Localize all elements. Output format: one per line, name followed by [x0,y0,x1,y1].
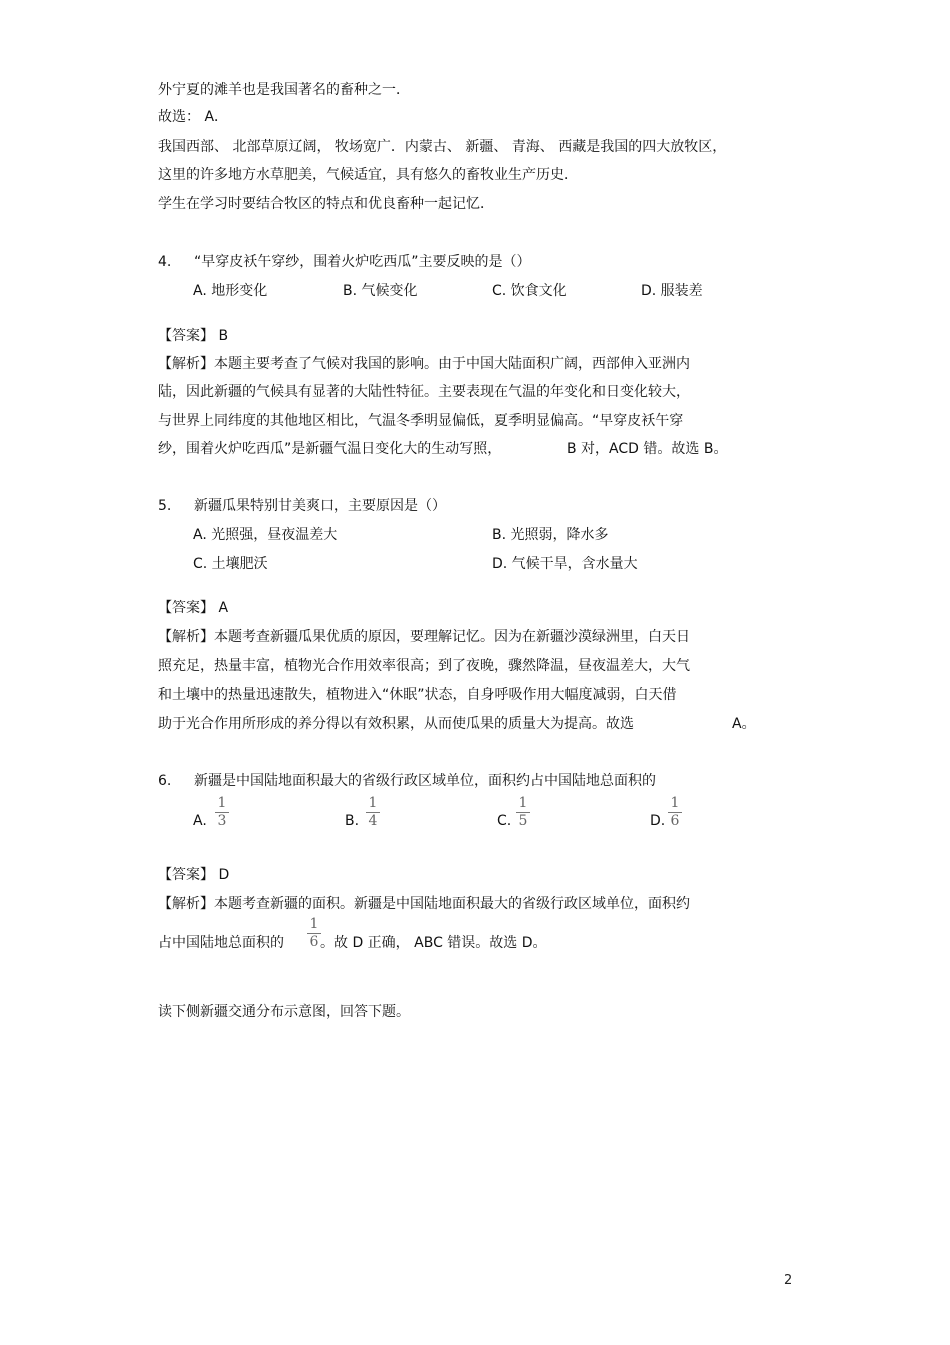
q5-option-b: B. 光照弱，降水多 [492,527,609,543]
fraction-denominator: 6 [309,934,319,950]
q6-analysis-line-2-pre: 占中国陆地总面积的 [158,935,284,951]
q6-analysis-fraction [307,917,321,950]
fraction-numerator: 1 [518,795,528,811]
q5-answer: 【答案】 A [158,600,229,616]
q5-number: 5. [158,498,172,514]
intro-line-4: 这里的许多地方水草肥美，气候适宜，具有悠久的畜牧业生产历史． [158,167,578,183]
q6-option-d-label: D. [650,813,666,829]
q6-option-a-label: A. [193,813,207,829]
q6-option-c-fraction [516,796,530,829]
q5-analysis-line-3: 和土壤中的热量迅速散失，植物进入“休眠”状态，自身呼吸作用大幅度减弱，白天借 [158,687,677,703]
intro-line-2: 故选： A． [158,109,229,125]
q5-analysis-line-1: 【解析】本题考查新疆瓜果优质的原因，要理解记忆。因为在新疆沙漠绿洲里，白天日 [158,629,690,645]
q6-option-c-label: C. [497,813,512,829]
fraction-denominator: 4 [368,813,378,829]
q5-analysis-line-2: 照充足，热量丰富，植物光合作用效率很高；到了夜晚，骤然降温，昼夜温差大，大气 [158,658,690,674]
q4-analysis-line-3: 与世界上同纬度的其他地区相比，气温冬季明显偏低，夏季明显偏高。“早穿皮袄午穿 [158,413,684,429]
q4-number: 4. [158,254,172,270]
q4-option-a: A. 地形变化 [193,283,268,299]
q4-option-c: C. 饮食文化 [492,283,567,299]
q6-option-b-fraction [366,796,380,829]
q4-option-b: B. 气候变化 [343,283,418,299]
q5-option-d: D. 气候干旱，含水量大 [492,556,638,572]
q5-stem: 新疆瓜果特别甘美爽口，主要原因是（） [194,498,446,514]
fraction-numerator: 1 [309,916,319,932]
q4-option-d: D. 服装差 [641,283,703,299]
q6-answer: 【答案】 D [158,867,230,883]
fraction-denominator: 6 [670,813,680,829]
page-number: 2 [784,1273,793,1288]
closing-instruction: 读下侧新疆交通分布示意图，回答下题。 [158,1004,410,1020]
q6-stem: 新疆是中国陆地面积最大的省级行政区域单位，面积约占中国陆地总面积的 [194,773,656,789]
q5-analysis-line-4: 助于光合作用所形成的养分得以有效积累，从而使瓜果的质量大为提高。故选 [158,716,634,732]
fraction-denominator: 5 [518,813,528,829]
q4-analysis-tail: B 对，ACD 错。故选 B。 [567,441,728,457]
intro-line-5: 学生在学习时要结合牧区的特点和优良畜种一起记忆． [158,196,494,212]
q5-analysis-tail: A。 [732,716,756,732]
q6-number: 6. [158,773,172,789]
q4-analysis-line-2: 陆，因此新疆的气候具有显著的大陆性特征。主要表现在气温的年变化和日变化较大， [158,384,690,400]
q6-option-a-fraction [215,796,229,829]
fraction-numerator: 1 [670,795,680,811]
intro-line-1: 外宁夏的滩羊也是我国著名的畜种之一． [158,82,410,98]
q4-stem: “早穿皮袄午穿纱，围着火炉吃西瓜”主要反映的是（） [194,254,531,270]
q6-option-b-label: B. [345,813,360,829]
q4-analysis-line-1: 【解析】本题主要考查了气候对我国的影响。由于中国大陆面积广阔，西部伸入亚洲内 [158,356,690,372]
fraction-denominator: 3 [217,813,227,829]
q6-analysis-line-2-post: 。故 D 正确， ABC 错误。故选 D。 [320,935,547,951]
fraction-numerator: 1 [217,795,227,811]
q6-option-d-fraction [668,796,682,829]
q6-analysis-line-1: 【解析】本题考查新疆的面积。新疆是中国陆地面积最大的省级行政区域单位，面积约 [158,896,690,912]
q4-analysis-line-4: 纱，围着火炉吃西瓜”是新疆气温日变化大的生动写照， [158,441,502,457]
q4-answer: 【答案】 B [158,328,229,344]
q5-option-c: C. 土壤肥沃 [193,556,268,572]
intro-line-3: 我国西部、 北部草原辽阔， 牧场宽广．内蒙古、 新疆、 青海、 西藏是我国的四大放牧区， [158,139,727,155]
q5-option-a: A. 光照强，昼夜温差大 [193,527,338,543]
fraction-numerator: 1 [368,795,378,811]
